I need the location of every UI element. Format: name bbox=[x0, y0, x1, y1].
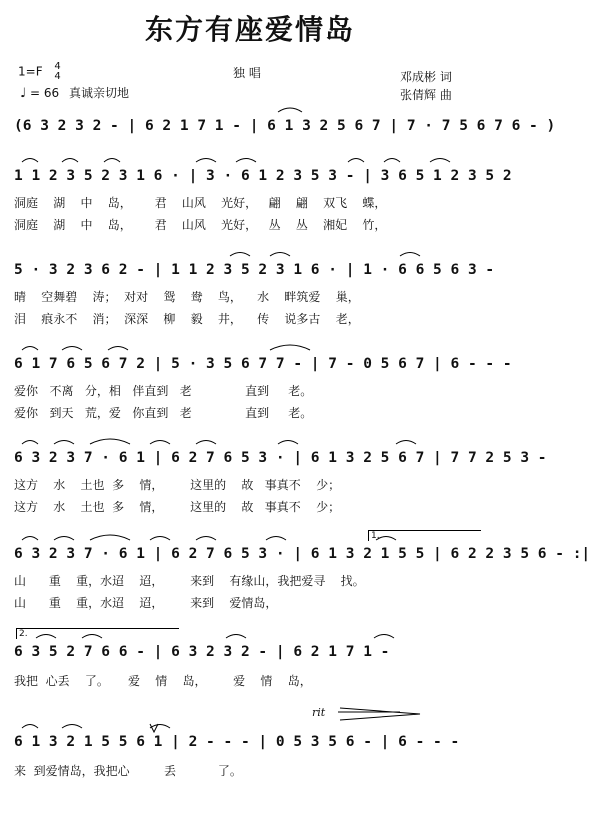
slur-icon bbox=[150, 441, 170, 445]
time-sig-top: 4 bbox=[54, 61, 61, 72]
slur-icon bbox=[396, 441, 416, 445]
tempo-value: = 66 bbox=[29, 86, 60, 100]
lyric-line-1: 来 到爱情岛，我把心 丢 了。 bbox=[14, 764, 242, 778]
slur-icon bbox=[22, 725, 38, 729]
song-title: 东方有座爱情岛 bbox=[144, 13, 355, 46]
second-ending-bracket: 2. bbox=[16, 628, 179, 639]
slur-icon bbox=[90, 535, 130, 540]
lyric-line-1: 晴 空舞碧 涛； 对对 鸳 鸯 鸟， 水 畔筑爱 巢， bbox=[14, 290, 360, 304]
slur-icon bbox=[270, 253, 290, 257]
key-signature bbox=[18, 62, 61, 82]
lyric-line-1: 爱你 不离 分，相 伴直到 老 直到 老。 bbox=[14, 384, 313, 398]
slur-icon bbox=[62, 159, 78, 163]
lyric-line-2: 山 重 重，水迢 迢， 来到 爱情岛， bbox=[14, 596, 278, 610]
slur-icon bbox=[384, 159, 400, 163]
time-sig-bottom: 4 bbox=[54, 71, 61, 82]
time-signature bbox=[54, 62, 60, 82]
triplet-slur-icon bbox=[278, 108, 302, 112]
slur-icon bbox=[236, 159, 256, 163]
slur-icon bbox=[196, 441, 216, 445]
quarter-note-icon: ♩ bbox=[20, 86, 27, 101]
composer-credit: 张倩辉 曲 bbox=[400, 88, 452, 102]
lyric-line-2: 泪 痕永不 消； 深深 柳 毅 井， 传 说多古 老， bbox=[14, 312, 360, 326]
lyric-line-1: 这方 水 土也 多 情， 这里的 故 事真不 少； bbox=[14, 478, 341, 492]
notation-row: 6 1 7 6 5 6 7 2 | 5 · 3 5 6 7 7 - | 7 - 0 5 6 7 | 6 - - - bbox=[14, 356, 512, 372]
ritardando-mark: rit bbox=[312, 706, 326, 719]
notation-row: 6 3 5 2 7 6 6 - | 6 3 2 3 2 - | 6 2 1 7 1 - bbox=[14, 644, 390, 660]
slur-icon bbox=[62, 725, 82, 729]
rit-wedge-icon bbox=[340, 708, 420, 720]
slur-icon bbox=[430, 159, 450, 163]
lyric-line-2: 爱你 到天 荒，爱 你直到 老 直到 老。 bbox=[14, 406, 313, 420]
slur-icon bbox=[22, 347, 38, 351]
lyric-line-1: 山 重 重，水迢 迢， 来到 有缘山，我把爱寻 找。 bbox=[14, 574, 365, 588]
slur-icon bbox=[196, 537, 216, 541]
slur-icon bbox=[196, 159, 216, 163]
slur-icon bbox=[278, 441, 298, 445]
notation-row: 6 3 2 3 7 · 6 1 | 6 2 7 6 5 3 · | 6 1 3 2 5 6 7 | 7 7 2 5 3 - bbox=[14, 450, 547, 466]
slur-icon bbox=[22, 159, 38, 163]
key-label: 1=F bbox=[18, 64, 43, 79]
tie-icon bbox=[270, 345, 310, 350]
slur-icon bbox=[374, 635, 394, 639]
slur-icon bbox=[348, 159, 364, 163]
slur-icon bbox=[226, 635, 246, 639]
slur-icon bbox=[150, 725, 170, 729]
notation-row: (6 3 2 3 2 - | 6 2 1 7 1 - | 6 1 3 2 5 6 7 | 7 · 7 5 6 7 6 - ) bbox=[14, 118, 556, 134]
lyric-line-2: 洞庭 湖 中 岛， 君 山风 光好， 丛 丛 湘妃 竹， bbox=[14, 218, 387, 232]
slur-icon bbox=[104, 159, 120, 163]
slur-icon bbox=[150, 537, 170, 541]
notation-row: 5 · 3 2 3 6 2 - | 1 1 2 3 5 2 3 1 6 · | 1 · 6 6 5 6 3 - bbox=[14, 262, 495, 278]
slur-icon bbox=[22, 537, 38, 541]
lyric-line-1: 我把 心丢 了。 爱 情 岛， 爱 情 岛， bbox=[14, 674, 312, 688]
slur-icon bbox=[54, 441, 74, 445]
first-ending-bracket: 1. bbox=[368, 530, 481, 541]
slur-icon bbox=[108, 347, 128, 351]
slur-icon bbox=[22, 441, 38, 445]
lyric-line-2: 这方 水 土也 多 情， 这里的 故 事真不 少； bbox=[14, 500, 341, 514]
lyric-line-1: 洞庭 湖 中 岛， 君 山风 光好， 翩 翩 双飞 蝶， bbox=[14, 196, 387, 210]
lyricist-credit: 邓成彬 词 bbox=[400, 70, 452, 84]
slur-icon bbox=[54, 537, 74, 541]
slur-icon bbox=[62, 347, 82, 351]
tempo-marking bbox=[20, 84, 129, 101]
expression-text: 真诚亲切地 bbox=[68, 86, 129, 100]
notation-row: 6 3 2 3 7 · 6 1 | 6 2 7 6 5 3 · | 6 1 3 2 1 5 5 | 6 2 2 3 5 6 - :| bbox=[14, 546, 590, 562]
slur-icon bbox=[266, 537, 286, 541]
notation-row: 1 1 2 3 5 2 3 1 6 · | 3 · 6 1 2 3 5 3 - | 3 6 5 1 2 3 5 2 bbox=[14, 168, 512, 184]
slur-icon bbox=[230, 253, 250, 257]
slur-icon bbox=[400, 253, 420, 257]
notation-row: 6 1 3 2 1 5 5 6 1 | 2 - - - | 0 5 3 5 6 - | 6 - - - bbox=[14, 734, 460, 750]
slur-icon bbox=[90, 439, 130, 444]
performance-type: 独 唱 bbox=[233, 66, 261, 80]
